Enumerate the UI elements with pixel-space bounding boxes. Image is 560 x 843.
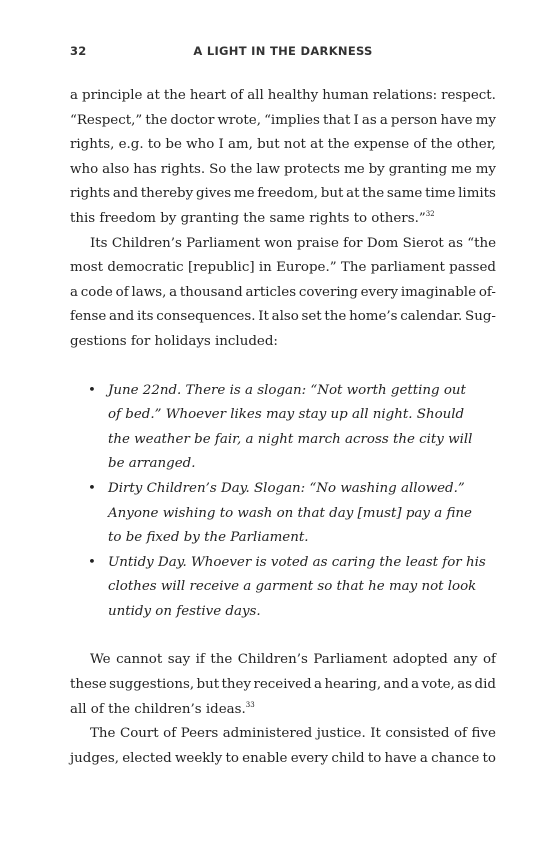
list-item-line: be arranged. [108,456,196,472]
word: relations: [372,88,438,103]
word: who [186,137,215,153]
word: other, [456,137,496,153]
word: I [218,137,224,153]
bullet-marker: • [88,480,96,496]
word: So [209,161,227,177]
word: at [346,186,360,202]
word: consisted [385,726,450,742]
word: Peers [180,726,219,742]
word: enable [242,750,288,766]
word: praise [296,235,339,251]
list-item-line: clothes will receive a garment so that he may not look [108,579,477,595]
word: a [379,112,388,128]
word: judges, [70,750,119,766]
word: as [448,235,463,251]
word: of [163,726,177,742]
word: five [471,726,496,742]
word: wrote, [217,112,261,128]
word: Court [119,726,159,742]
list-item-line: of bed.” Whoever likes may stay up all night. Should [108,407,465,423]
word: e.g. [118,137,144,153]
word: of [453,726,467,742]
word: law [256,161,280,177]
word: democratic [107,260,184,276]
text-line [70,747,496,772]
word: same [386,186,423,202]
paragraph-court [70,722,496,771]
word: say [167,652,191,668]
paragraph-suggestions [70,648,496,722]
word: “Respect,” [70,112,143,128]
word: Children’s [237,652,308,668]
word: has [133,161,157,177]
word: Children’s [111,235,182,251]
word: most [70,260,104,276]
word: healthy [267,88,319,103]
text-line [70,84,496,109]
word: “the [467,235,496,251]
word: freedom, [257,186,319,202]
word: but [320,186,344,202]
word: consequences. [156,309,256,325]
word: protects [283,161,341,177]
word: every [290,750,329,766]
word: of [482,652,496,668]
bullet-marker: • [88,554,96,570]
word: justice. [316,726,366,742]
word: It [258,309,269,325]
word: rights [70,186,111,202]
word: my [475,112,496,128]
word: I [353,112,359,128]
word: these [70,677,107,693]
word: any [453,652,478,668]
word: The [340,260,367,276]
running-head: A LIGHT IN THE DARKNESS [193,44,373,58]
word: a [70,284,78,300]
word: a [411,677,420,693]
word: and [383,677,409,693]
word: all [247,88,264,103]
word: as [457,677,473,693]
word: limits [458,186,496,202]
word: human [322,88,369,103]
word: Its [90,235,108,251]
list-item-line: Anyone wishing to wash on that day [must] pay a fine [108,505,472,521]
text-line [70,305,496,330]
word: It [370,726,381,742]
word: of [230,88,244,103]
word: who [70,161,99,177]
word: of [115,284,129,300]
text-line [70,648,496,673]
word: at [146,88,160,103]
word: calendar. [400,309,463,325]
word: elected [122,750,172,766]
word: thereby [140,186,194,202]
word: set [301,309,322,325]
footnote-ref-32: 32 [425,209,435,218]
text-line [70,158,496,183]
list-item-line: untidy on festive days. [108,603,261,619]
word: the [324,309,347,325]
word: hearing, [324,677,382,693]
word: chance [431,750,480,766]
text-line [70,109,496,134]
word: code [80,284,113,300]
word: am, [227,137,253,153]
word: but [257,137,280,153]
word: me [344,161,365,177]
word: the [230,161,253,177]
word: me [451,161,472,177]
word: to [225,750,239,766]
list-item [70,551,496,625]
text-line-last [70,207,496,232]
footnote-ref-33: 33 [245,700,255,709]
list-item-line: Untidy Day. Whoever is voted as caring the least for his [108,554,486,570]
page-header [70,44,496,62]
word: in [258,260,272,276]
word: Parliament [313,652,388,668]
word: the [210,652,233,668]
paragraph-respect [70,84,496,232]
word: they [221,677,252,693]
word: not [283,137,306,153]
word: and [109,309,135,325]
word: a [419,750,428,766]
word: received [253,677,312,693]
text-line [70,722,496,747]
word: for [343,235,363,251]
text-line [70,673,496,698]
word: respect. [441,88,496,103]
word: as [361,112,377,128]
word: laws, [131,284,167,300]
word: have [440,112,473,128]
word: to [147,137,162,153]
word: did [474,677,496,693]
word: time [425,186,456,202]
word: thousand [179,284,243,300]
word: rights. [160,161,206,177]
list-item-line: Dirty Children’s Day. Slogan: “No washing allowed.” [108,480,465,496]
word: my [475,161,496,177]
text-line-content: this freedom by granting the same rights to others.” [70,210,426,226]
word: but [196,677,220,693]
word: the [327,137,350,153]
word: a [169,284,178,300]
word: The [90,726,116,742]
word: parliament [370,260,445,276]
word: Europe.” [276,260,337,276]
text-line: gestions for holidays included: [70,333,278,349]
list-item [70,477,496,551]
word: of- [478,284,496,300]
word: to [367,750,382,766]
word: principle [82,88,143,103]
text-line [70,182,496,207]
word: heart [189,88,227,103]
bullet-marker: • [88,382,96,398]
text-line [70,133,496,158]
list-item [70,379,496,477]
word: We [90,652,111,668]
word: doctor [170,112,215,128]
text-line-last [70,698,496,723]
word: [republic] [187,260,255,276]
word: by [368,161,385,177]
word: child [331,750,365,766]
word: vote, [421,677,455,693]
word: fense [70,309,107,325]
word: passed [449,260,496,276]
page-number: 32 [70,44,87,58]
list-item-line: to be fixed by the Parliament. [108,530,309,546]
word: gives [195,186,232,202]
text-line-content: all of the children’s ideas. [70,701,246,717]
word: Sug- [465,309,496,325]
word: have [384,750,417,766]
holiday-suggestions-list [70,379,496,625]
word: granting [388,161,448,177]
word: rights, [70,137,115,153]
word: every [360,284,399,300]
word: administered [222,726,313,742]
word: Sierot [402,235,444,251]
list-item-line: June 22nd. There is a slogan: “Not worth getting out [108,382,466,398]
word: the [145,112,168,128]
word: person [390,112,438,128]
paragraph-parliament [70,232,496,355]
word: weekly [174,750,223,766]
word: won [264,235,293,251]
page-body [70,84,496,771]
word: covering [298,284,358,300]
word: a [70,88,78,103]
word: adopted [392,652,448,668]
word: also [271,309,299,325]
word: that [322,112,351,128]
word: Parliament [186,235,261,251]
word: a [314,677,322,693]
word: me [233,186,255,202]
word: imaginable [400,284,477,300]
word: also [102,161,130,177]
word: the [430,137,453,153]
word: the [362,186,385,202]
word: to [482,750,496,766]
word: of [413,137,427,153]
text-line [70,281,496,306]
text-line [70,232,496,257]
word: at [310,137,324,153]
list-item-line: the weather be fair, a night march across the city will [108,431,473,447]
word: articles [245,284,297,300]
word: expense [353,137,410,153]
word: Dom [366,235,399,251]
text-line [70,256,496,281]
word: home’s [349,309,398,325]
word: suggestions, [109,677,195,693]
word: be [165,137,182,153]
word: if [195,652,205,668]
word: and [112,186,139,202]
word: “implies [264,112,320,128]
word: the [163,88,186,103]
word: cannot [116,652,163,668]
word: its [136,309,154,325]
